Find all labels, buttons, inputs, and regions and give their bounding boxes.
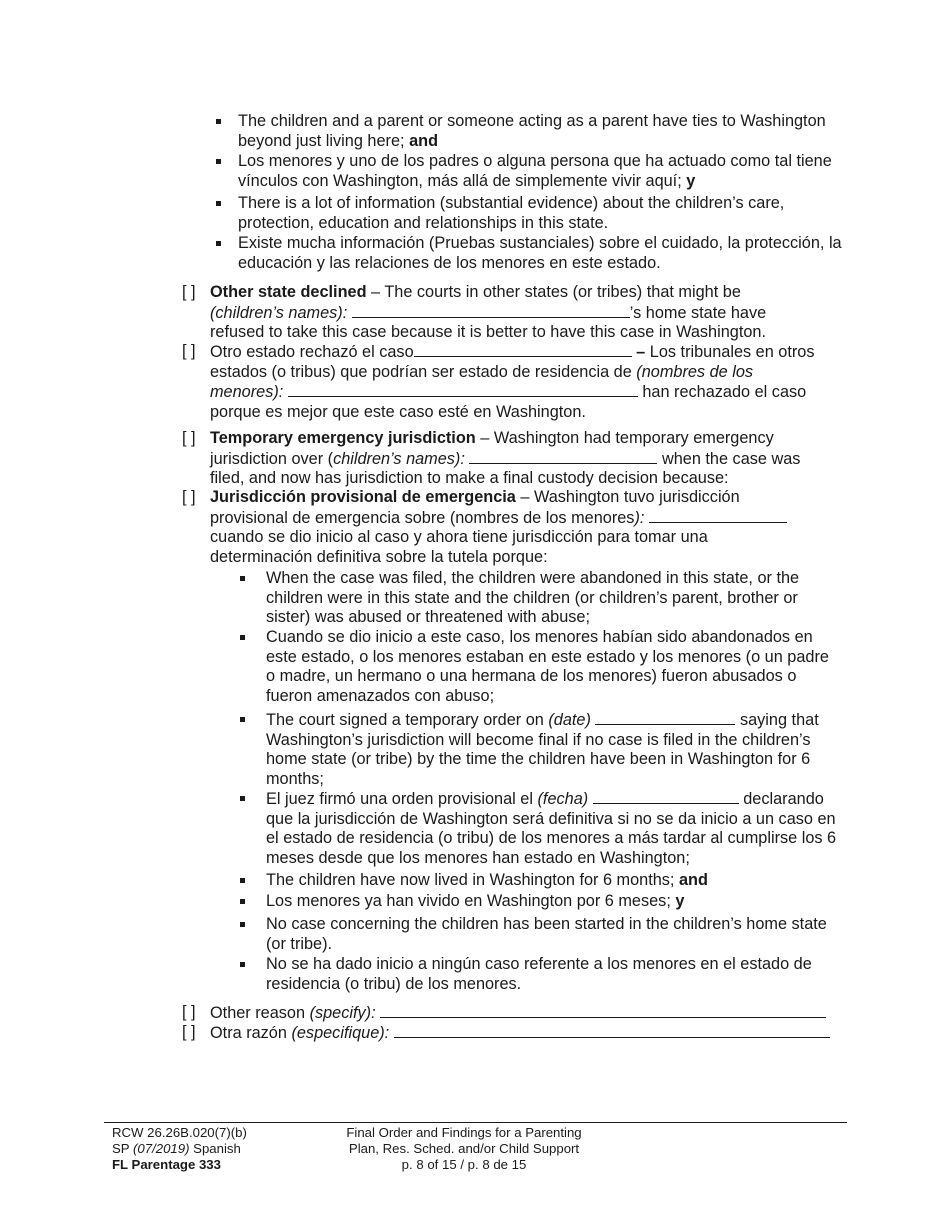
other-reason-en: Other reason (specify):: [210, 1003, 840, 1024]
children-names-field[interactable]: [469, 449, 657, 464]
list-item: The children have now lived in Washington for 6 months; and: [240, 871, 838, 891]
checkbox-temporary-emergency[interactable]: [ ]: [182, 429, 196, 447]
footer-divider: [104, 1122, 847, 1123]
list-item: The children and a parent or someone acting as a parent have ties to Washington beyond just living here; and: [216, 112, 836, 151]
other-state-declined-es: Otro estado rechazó el caso – Los tribunales en otros estados (o tribus) que podrían ser estado de residencia de (nombres de los menores): han rechazado el caso porque es mejor que este caso esté en Washington.: [210, 343, 815, 421]
checkbox-otro-estado[interactable]: [ ]: [182, 342, 196, 360]
footer-center: Final Order and Findings for a Parenting Plan, Res. Sched. and/or Child Support p. 8 of 15 / p. 8 de 15: [346, 1125, 582, 1173]
bullet-icon: [240, 962, 245, 967]
list-item: When the case was filed, the children were abandoned in this state, or the children were in this state and the children (or children’s parent, brother or sister) was abused or threatened with abuse;: [240, 569, 838, 628]
list-item: No se ha dado inicio a ningún caso referente a los menores en el estado de residencia (o tribu) de los menores.: [240, 955, 838, 994]
bullet-icon: [240, 922, 245, 927]
temporary-emergency-en: Temporary emergency jurisdiction – Washington had temporary emergency jurisdiction over (children’s names): when the case was filed, and now has jurisdiction to make a final custody decision because:: [210, 429, 801, 488]
bullet-icon: [240, 635, 245, 640]
bullet-icon: [240, 899, 245, 904]
list-item: El juez firmó una orden provisional el (fecha) declarando que la jurisdicción de Washington será definitiva si no se da inicio a un caso en el estado de residencia (o tribu) de los menores a más tardar al cumplirse los 6 meses desde que los menores han estado en Washington;: [240, 789, 838, 868]
bullet-icon: [216, 201, 221, 206]
otra-razon-field[interactable]: [394, 1023, 830, 1038]
list-item: Los menores y uno de los padres o alguna persona que ha actuado como tal tiene vínculos con Washington, más allá de simplemente vivir aquí; y: [216, 152, 836, 191]
fecha-field[interactable]: [593, 789, 739, 804]
checkbox-otra-razon[interactable]: [ ]: [182, 1023, 196, 1041]
list-item: Los menores ya han vivido en Washington por 6 meses; y: [240, 892, 838, 912]
children-names-field[interactable]: [352, 303, 630, 318]
bullet-icon: [216, 119, 221, 124]
checkbox-other-state-declined[interactable]: [ ]: [182, 283, 196, 301]
bullet-icon: [216, 241, 221, 246]
list-item: There is a lot of information (substantial evidence) about the children’s care, protection, education and relationships in this state.: [216, 194, 836, 233]
bullet-icon: [216, 159, 221, 164]
other-reason-field[interactable]: [380, 1003, 826, 1018]
bullet-icon: [240, 717, 245, 722]
nombres-menores-field[interactable]: [288, 382, 638, 397]
bullet-icon: [240, 878, 245, 883]
nombres-menores-field[interactable]: [649, 508, 787, 523]
list-item: No case concerning the children has been started in the children’s home state (or tribe).: [240, 915, 838, 954]
list-item: Cuando se dio inicio a este caso, los menores habían sido abandonados en este estado, o los menores estaban en este estado y los menores (o un padre o madre, un hermano o una hermana de los menores) fueron abusados o fueron amenazados con abuso;: [240, 628, 838, 706]
bullet-icon: [240, 796, 245, 801]
other-reason-es: Otra razón (especifique):: [210, 1023, 840, 1044]
bullet-icon: [240, 576, 245, 581]
list-item: Existe mucha información (Pruebas sustanciales) sobre el cuidado, la protección, la educación y las relaciones de los menores en este estado.: [216, 234, 848, 273]
other-state-declined-en: Other state declined – The courts in other states (or tribes) that might be (children’s names): ’s home state have refused to take this case because it is better to have this case in Washington.: [210, 283, 767, 342]
checkbox-jurisdiccion-provisional[interactable]: [ ]: [182, 488, 196, 506]
list-item: The court signed a temporary order on (date) saying that Washington’s jurisdiction will become final if no case is filed in the children’s home state (or tribe) by the time the children have been in Washington for 6 months;: [240, 710, 838, 789]
date-field[interactable]: [595, 710, 735, 725]
footer-left: RCW 26.26B.020(7)(b) SP (07/2019) Spanish FL Parentage 333: [112, 1125, 247, 1173]
otro-estado-field[interactable]: [414, 342, 632, 357]
checkbox-other-reason[interactable]: [ ]: [182, 1003, 196, 1021]
temporary-emergency-es: Jurisdicción provisional de emergencia – Washington tuvo jurisdicción provisional de emergencia sobre (nombres de los menores): cuando se dio inicio al caso y ahora tiene jurisdicción para tomar una determinación definitiva sobre la tutela porque:: [210, 488, 840, 567]
